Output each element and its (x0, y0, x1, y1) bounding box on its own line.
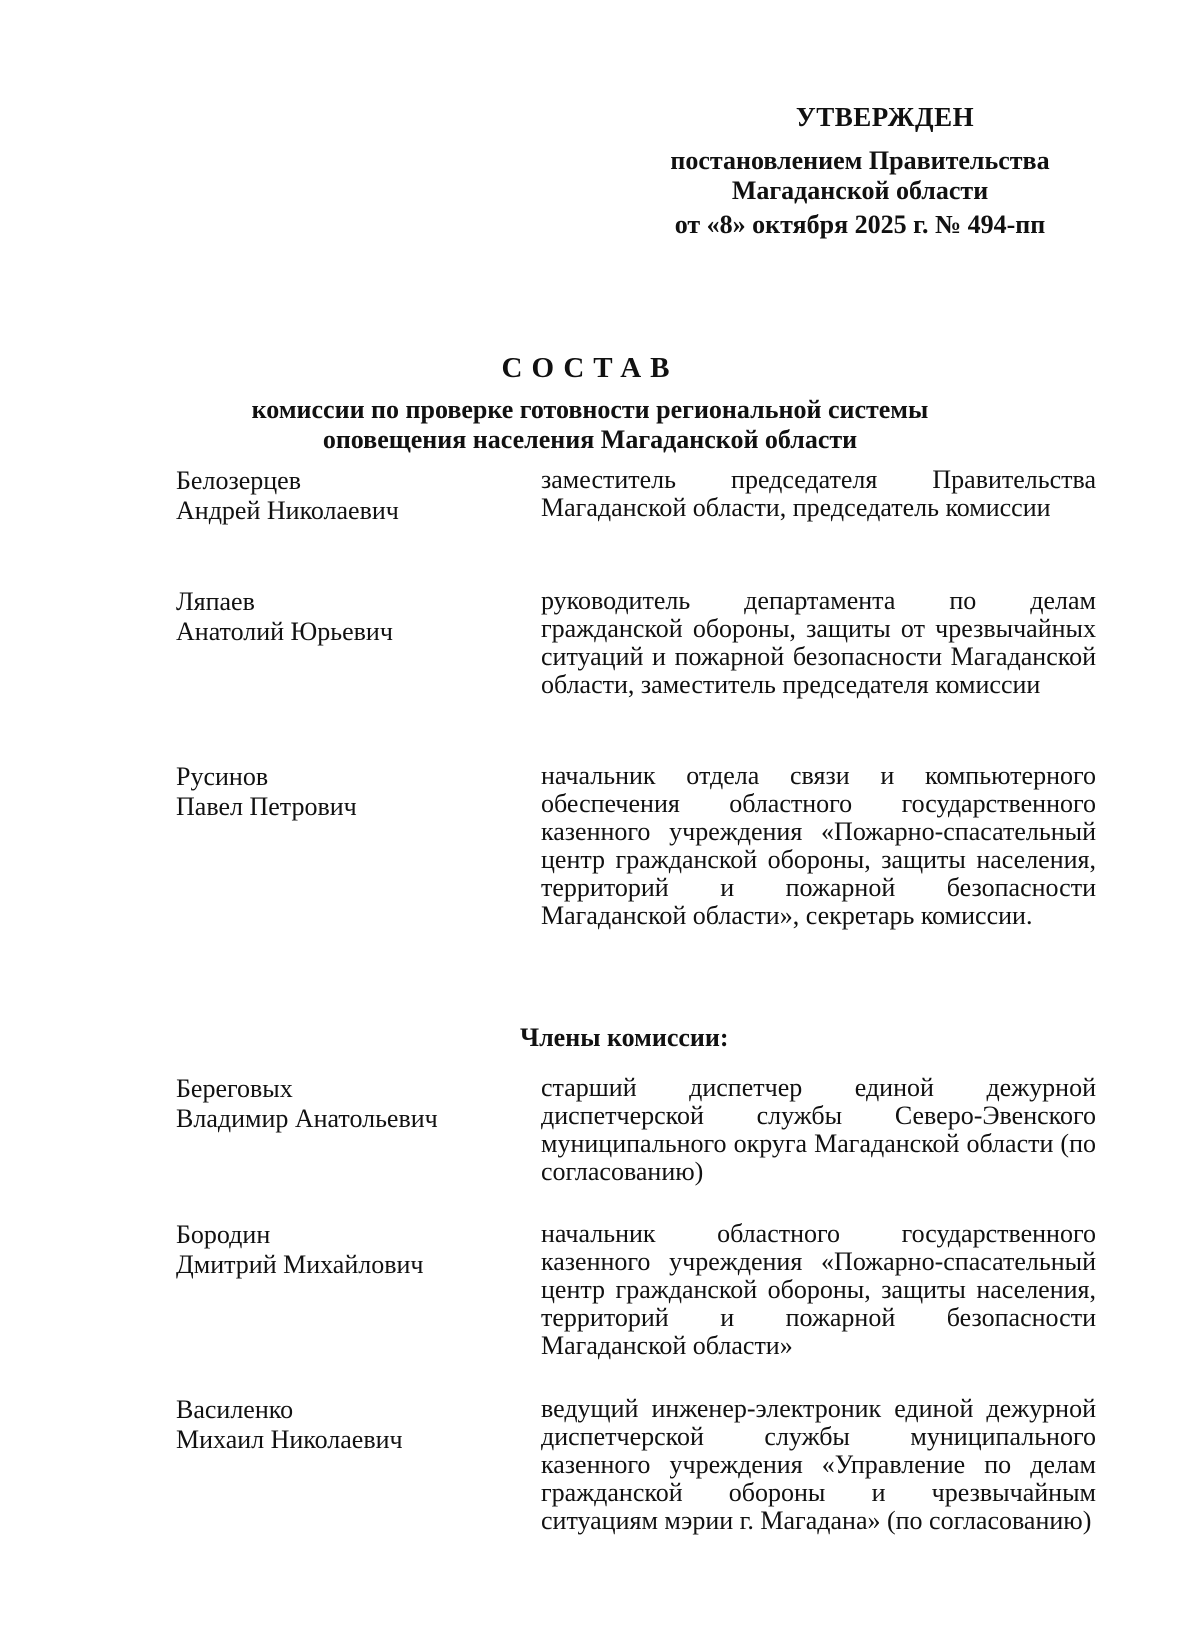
member-given-names: Павел Петрович (176, 792, 357, 821)
document-subtitle-line1: комиссии по проверке готовности региональной системы (251, 395, 929, 424)
approval-issuer-line2: Магаданской области (731, 176, 989, 205)
member-name (176, 1074, 506, 1134)
member-given-names: Владимир Анатольевич (176, 1104, 438, 1133)
member-role: начальник отдела связи и компьютерного обеспечения областного государственного казенного учреждения «Пожарно-спасательный центр гражданской обороны, защиты населения, территорий и пожарной безопасности Магаданской области», секретарь комиссии. (541, 761, 1096, 930)
approval-issuer-line1: постановлением Правительства (670, 146, 1050, 175)
member-given-names: Андрей Николаевич (176, 496, 399, 525)
members-heading: Члены комиссии: (520, 1023, 729, 1052)
approval-title: УТВЕРЖДЕН (795, 102, 975, 132)
member-role: ведущий инженер-электроник единой дежурной диспетчерской службы муниципального казенного учреждения «Управление по делам гражданской обороны и чрезвычайным ситуациям мэрии г. Магадана» (по согласованию) (541, 1394, 1096, 1535)
member-name (176, 1395, 506, 1455)
member-role: руководитель департамента по делам гражданской обороны, защиты от чрезвычайных ситуаций и пожарной безопасности Магаданской области, заместитель председателя комиссии (541, 586, 1096, 699)
member-surname: Русинов (176, 762, 269, 791)
member-name (176, 587, 506, 647)
member-name (176, 466, 506, 526)
member-role: начальник областного государственного казенного учреждения «Пожарно-спасательный центр гражданской обороны, защиты населения, территорий и пожарной безопасности Магаданской области» (541, 1219, 1096, 1360)
member-surname: Василенко (176, 1395, 294, 1424)
member-given-names: Анатолий Юрьевич (176, 617, 393, 646)
member-surname: Ляпаев (176, 587, 255, 616)
member-role: старший диспетчер единой дежурной диспетчерской службы Северо-Эвенского муниципального округа Магаданской области (по согласованию) (541, 1073, 1096, 1186)
member-surname: Береговых (176, 1074, 293, 1103)
member-name (176, 1220, 506, 1280)
member-surname: Белозерцев (176, 466, 301, 495)
member-given-names: Дмитрий Михайлович (176, 1250, 424, 1279)
member-given-names: Михаил Николаевич (176, 1425, 403, 1454)
approval-issuer (640, 146, 1080, 206)
member-role: заместитель председателя Правительства Магаданской области, председатель комиссии (541, 465, 1096, 522)
document-subtitle-line2: оповещения населения Магаданской области (322, 425, 858, 454)
member-surname: Бородин (176, 1220, 271, 1249)
document-title: СОСТАВ (501, 352, 679, 384)
approval-date: от «8» октября 2025 г. № 494-пп (674, 210, 1046, 239)
document-subtitle (190, 395, 990, 455)
member-name (176, 762, 506, 822)
